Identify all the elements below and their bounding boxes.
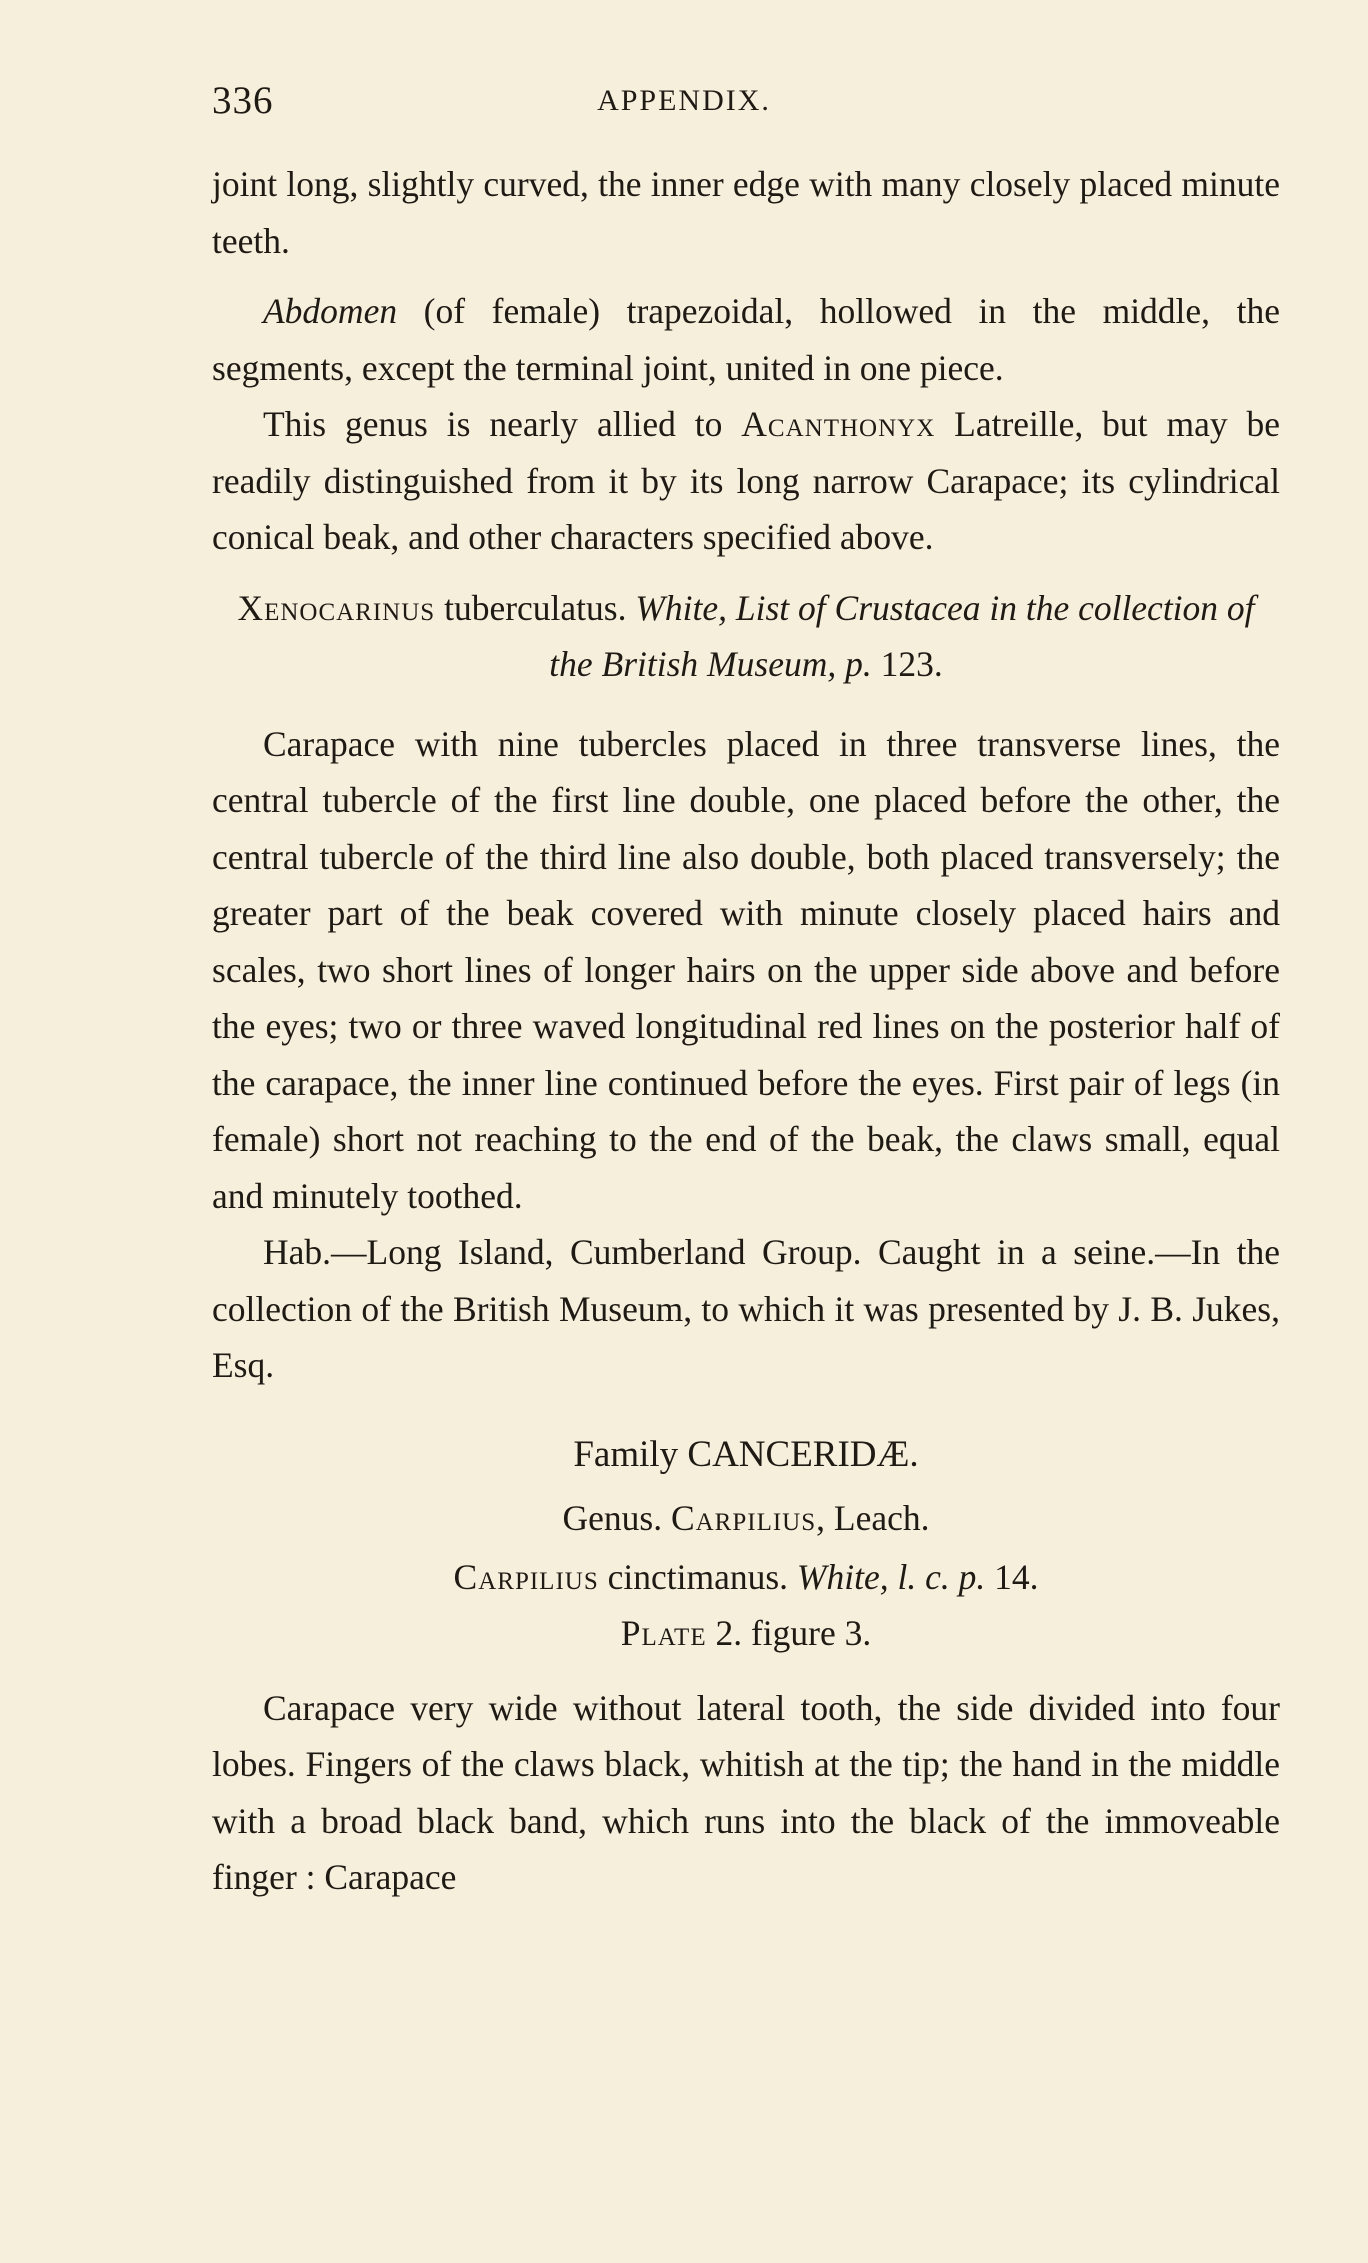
acanthonyx-name: Acanthonyx xyxy=(741,404,936,444)
species-heading xyxy=(212,1549,1280,1606)
plate-figure: 2. figure 3. xyxy=(706,1613,872,1653)
genus-label: Genus. xyxy=(562,1498,671,1538)
abdomen-label: Abdomen xyxy=(263,291,398,331)
abdomen-paragraph xyxy=(212,283,1280,396)
species-citation-italic: White, l. c. p. xyxy=(796,1556,986,1597)
carpilius-genus-name: Carpilius xyxy=(670,1498,817,1538)
species-name: tuberculatus. xyxy=(435,587,636,628)
paragraph-continuation: joint long, slightly curved, the inner edge with many closely placed minute teeth. xyxy=(212,164,1280,261)
genus-author: , Leach. xyxy=(816,1498,930,1538)
citation-italic: White, List of Crustacea in the collection of the British Museum, p. xyxy=(549,587,1255,684)
genus-heading xyxy=(212,1490,1280,1547)
comparison-text-end: Latreille, but may be readily distinguished from it by its long narrow Carapace; its cylindrical conical beak, and other characters specified above. xyxy=(212,404,1281,557)
xenocarinus-name: Xenocarinus xyxy=(237,587,436,628)
habitat-paragraph: Hab.—Long Island, Cumberland Group. Caught in a seine.—In the collection of the British Museum, to which it was presented by J. B. Jukes, Esq. xyxy=(212,1232,1280,1385)
citation-page: 123. xyxy=(871,643,943,684)
plate-label: Plate xyxy=(620,1613,707,1653)
carapace-description-paragraph: Carapace with nine tubercles placed in three transverse lines, the central tubercle of the first line double, one placed before the other, the central tubercle of the third line also double, both placed transversely; the greater part of the beak covered with minute closely placed hairs and scales, two short lines of longer hairs on the upper side above and before the eyes; two or three waved longitudinal red lines on the posterior half of the carapace, the inner line continued before the eyes. First pair of legs (in female) short not reaching to the end of the beak, the claws small, equal and minutely toothed. xyxy=(212,723,1280,1216)
carpilius-species-genus: Carpilius xyxy=(453,1556,599,1597)
comparison-text-start: This genus is nearly allied to xyxy=(263,404,742,444)
carpilius-description-paragraph: Carapace very wide without lateral tooth, the side divided into four lobes. Fingers of the claws black, whitish at the tip; the hand in the middle with a broad black band, which runs into the black of the immoveable finger : Carapace xyxy=(212,1687,1280,1897)
page-number: 336 xyxy=(212,79,274,122)
plate-heading xyxy=(212,1605,1280,1662)
page-header xyxy=(212,78,1156,128)
page-body xyxy=(212,156,1280,1906)
abdomen-text: (of female) trapezoidal, hollowed in the middle, the segments, except the terminal joint, united in one piece. xyxy=(212,291,1280,388)
species-epithet: cinctimanus. xyxy=(598,1556,797,1597)
family-heading: Family CANCERIDÆ. xyxy=(573,1433,919,1475)
genus-comparison-paragraph xyxy=(212,396,1280,566)
xenocarinus-citation xyxy=(212,580,1280,692)
species-citation-page: 14. xyxy=(985,1556,1039,1597)
running-head: APPENDIX. xyxy=(597,84,771,117)
